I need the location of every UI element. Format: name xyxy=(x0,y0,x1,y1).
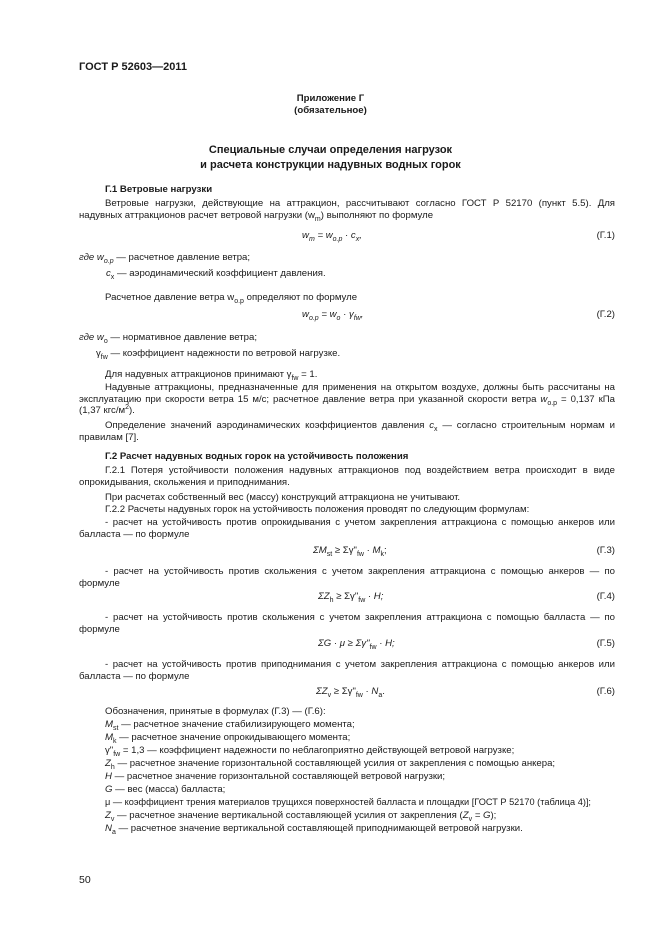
formula-number-g3: (Г.3) xyxy=(596,545,615,556)
paragraph-g21: Г.2.1 Потеря устойчивости положения надувных аттракционов под воздействием ветра происходит в виде опрокидывания, скольжения и приподнимания. xyxy=(79,465,615,488)
notation-mu: μ — коэффициент трения материалов трущихся поверхностей балласта и площадки [ГОСТ Р 52170 (таблица 4)]; xyxy=(105,797,591,807)
formula-number-g1: (Г.1) xyxy=(596,230,615,241)
bullet-sliding-ballast: - расчет на устойчивость против скольжения с учетом закрепления аттракциона с помощью балласта — по формуле xyxy=(79,612,615,635)
paragraph-aero-coefficients: Определение значений аэродинамических коэффициентов давления $c_x$ — согласно строительным нормам и правилам [7]. xyxy=(79,420,615,443)
bullet-overturning: - расчет на устойчивость против опрокидывания с учетом закрепления аттракциона с помощью анкеров или балласта — по формуле xyxy=(79,517,615,540)
bullet-sliding-anchors: - расчет на устойчивость против скольжения с учетом закрепления аттракциона с помощью анкеров — по формуле xyxy=(79,566,615,589)
title-line-1: Специальные случаи определения нагрузок xyxy=(208,144,453,156)
where-wo: где $w_o$ — нормативное давление ветра; xyxy=(79,332,258,345)
paragraph-wind-pressure: Расчетное давление ветра $w_{o.p}$ определяют по формуле xyxy=(105,292,358,305)
section-heading-g1: Г.1 Ветровые нагрузки xyxy=(105,184,213,195)
title-line-2: и расчета конструкции надувных водных горок xyxy=(200,159,461,171)
formula-number-g4: (Г.4) xyxy=(596,591,615,602)
appendix-status: (обязательное) xyxy=(294,105,367,116)
notation-intro: Обозначения, принятые в формулах (Г.3) — (Г.6): xyxy=(105,706,326,717)
where-wop: где $w_{o.p}$ — расчетное давление ветра; xyxy=(79,252,251,265)
page-number: 50 xyxy=(79,874,91,886)
formula-g6: $\Sigma Z_v$ ≥ $\Sigma\gamma"_{fw} \cdot N_a$. xyxy=(316,686,385,699)
paragraph-g1-intro: Ветровые нагрузки, действующие на аттракцион, рассчитывают согласно ГОСТ Р 52170 (пункт 5.5). Для надувных аттракционов расчет ветровой нагрузки $(w_m)$ выполняют по формуле xyxy=(79,198,615,223)
formula-g1: $w_m = w_{o.p} \cdot c_x$, xyxy=(302,230,362,243)
formula-g5: $\Sigma G \cdot \mu \ge \Sigma\gamma"_{fw} \cdot H$; xyxy=(318,638,395,651)
notation-mst: $M_{st}$ — расчетное значение стабилизирующего момента; xyxy=(105,719,355,732)
formula-number-g2: (Г.2) xyxy=(596,309,615,320)
formula-number-g5: (Г.5) xyxy=(596,638,615,649)
notation-zv: $Z_v$ — расчетное значение вертикальной составляющей усилия от закрепления $(Z_v = G)$; xyxy=(105,810,497,823)
notation-mk: $M_k$ — расчетное значение опрокидывающего момента; xyxy=(105,732,351,745)
paragraph-own-weight: При расчетах собственный вес (массу) конструкций аттракциона не учитывают. xyxy=(105,492,461,503)
document-code: ГОСТ Р 52603—2011 xyxy=(79,61,187,73)
bullet-lifting: - расчет на устойчивость против приподнимания с учетом закрепления аттракциона с помощью анкеров или балласта — по формуле xyxy=(79,659,615,682)
notation-h: H — расчетное значение горизонтальной составляющей ветровой нагрузки; xyxy=(105,771,446,782)
where-cx: $c_x$ — аэродинамический коэффициент давления. xyxy=(106,268,326,281)
paragraph-wind-speed: Надувные аттракционы, предназначенные для применения на открытом воздухе, должны быть рассчитаны на эксплуатацию при скорости ветра 15 м/с; расчетное давление ветра при указанной скорости ветра $w_{o.p} = 0,137$ кПа (1,37 кгс/$м^2$). xyxy=(79,382,615,417)
paragraph-g22: Г.2.2 Расчеты надувных горок на устойчивость положения проводят по следующим формулам: xyxy=(105,504,530,515)
notation-zh: $Z_h$ — расчетное значение горизонтальной составляющей усилия от закрепления с помощью анкера; xyxy=(105,758,556,771)
appendix-label: Приложение Г xyxy=(296,93,365,104)
notation-gamma-fw: $\gamma"_{fw} = 1,3$ — коэффициент надежности по неблагоприятно действующей ветровой нагрузке; xyxy=(105,745,515,758)
notation-na: $N_a$ — расчетное значение вертикальной составляющей приподнимающей ветровой нагрузки. xyxy=(105,823,523,836)
formula-number-g6: (Г.6) xyxy=(596,686,615,697)
formula-g3: $\Sigma M_{st}$ ≥ $\Sigma\gamma"_{fw} \cdot M_k$; xyxy=(313,545,387,558)
section-heading-g2: Г.2 Расчет надувных водных горок на устойчивость положения xyxy=(105,451,409,462)
formula-g2: $w_{o.p} = w_o \cdot \gamma_{fw}$, xyxy=(302,309,364,322)
notation-g: G — вес (масса) балласта; xyxy=(105,784,226,795)
where-gamma-fw: $\gamma_{fw}$ — коэффициент надежности по ветровой нагрузке. xyxy=(96,348,341,361)
paragraph-gamma-value: Для надувных аттракционов принимают $\gamma_{fw} = 1$. xyxy=(105,369,318,382)
formula-g4: $\Sigma Z_h$ ≥ $\Sigma\gamma"_{fw} \cdot H$; xyxy=(318,591,384,604)
